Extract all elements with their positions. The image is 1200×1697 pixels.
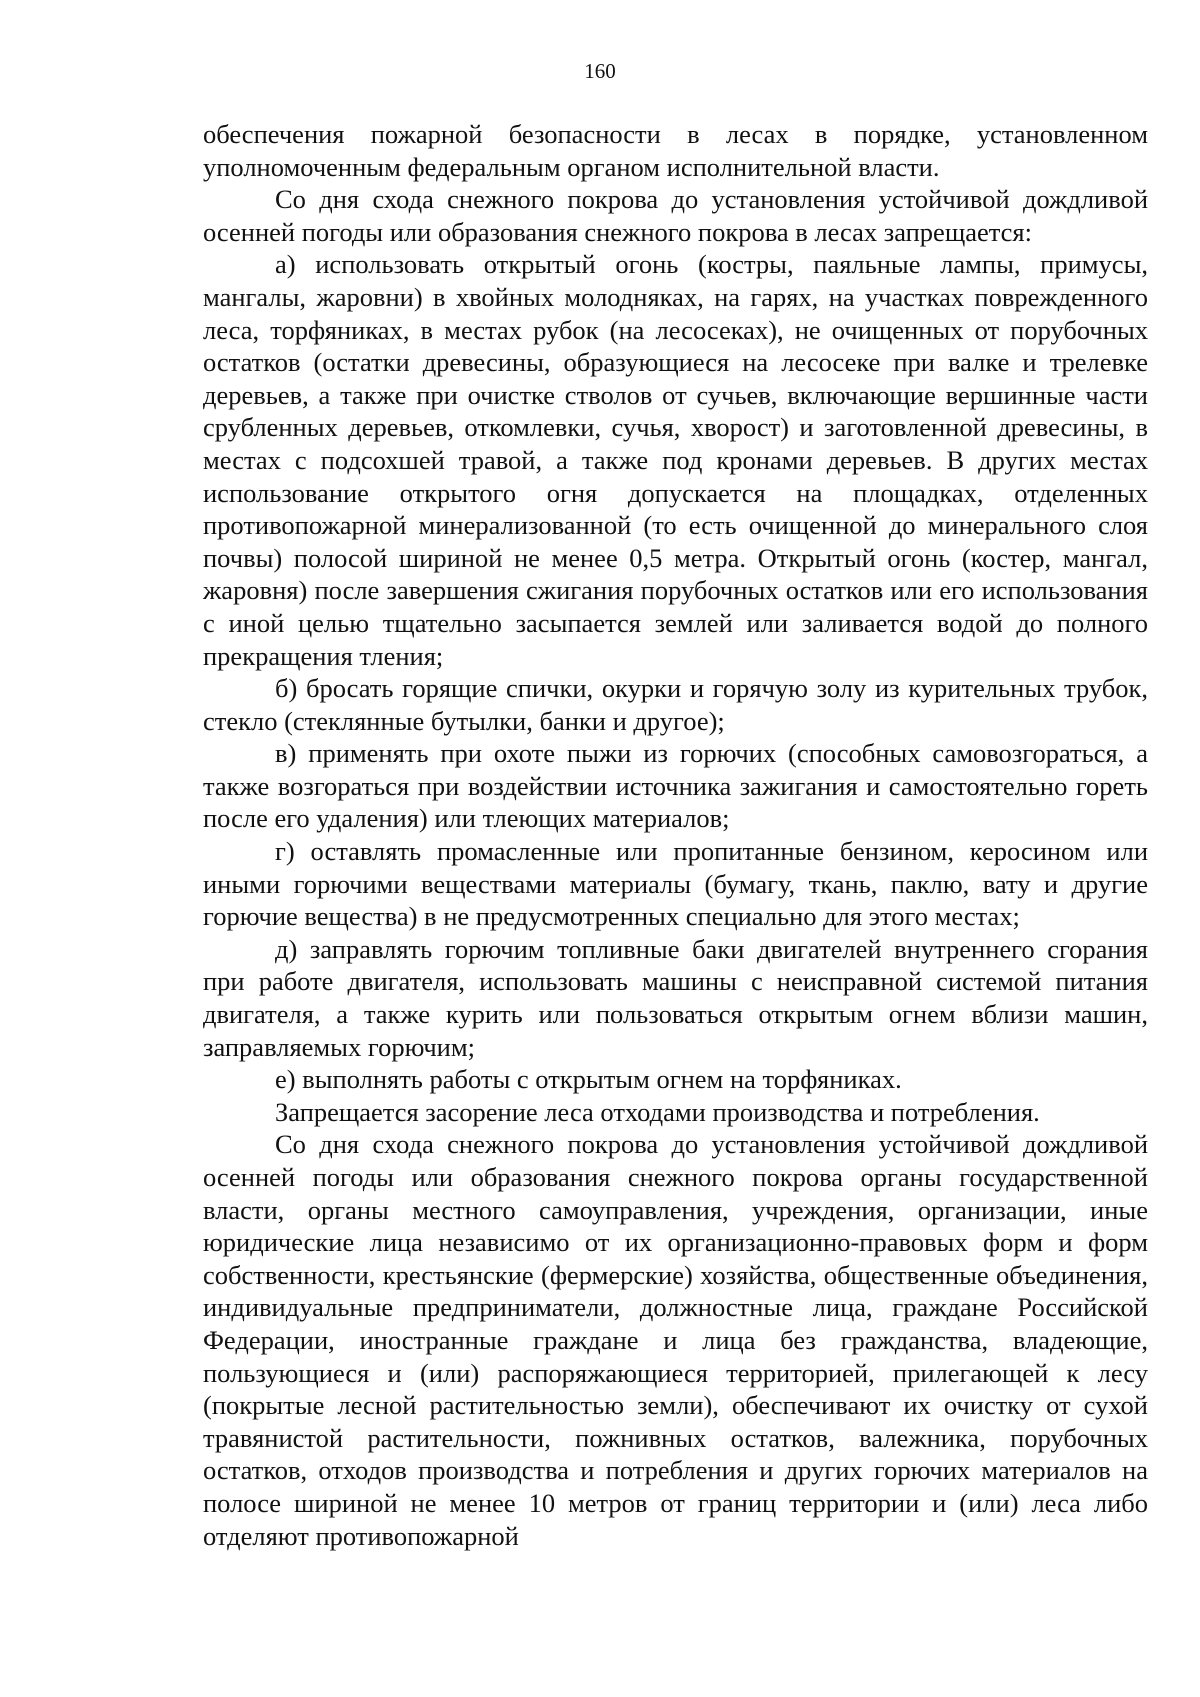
paragraph: д) заправлять горючим топливные баки двигателей внутреннего сгорания при работе двигателя, использовать машины с неисправной системой питания двигателя, а также курить или пользоваться открытым огнем вблизи машин, заправляемых горючим; [203, 933, 1148, 1062]
paragraph: в) применять при охоте пыжи из горючих (способных самовозгораться, а также возгораться при воздействии источника зажигания и самостоятельно гореть после его удаления) или тлеющих материалов; [203, 738, 1148, 834]
paragraph: Со дня схода снежного покрова до установления устойчивой дождливой осенней погоды или образования снежного покрова органы государственной власти, органы местного самоуправления, учреждения, организации, иные юридические лица независимо от их организационно-правовых форм и форм собственности, крестьянские (фермерские) хозяйства, общественные объединения, индивидуальные предприниматели, должностные лица, граждане Российской Федерации, иностранные граждане и лица без гражданства, владеющие, пользующиеся и (или) распоряжающиеся территорией, прилегающей к лесу (покрытые лесной растительностью земли), обеспечивают их очистку от сухой травянистой растительности, пожнивных остатков, валежника, порубочных остатков, отходов производства и потребления и других горючих материалов на полосе шириной не менее 10 метров от границ территории и (или) леса либо отделяют противопожарной [203, 1129, 1148, 1551]
paragraph: а) использовать открытый огонь (костры, паяльные лампы, примусы, мангалы, жаровни) в хвойных молодняках, на гарях, на участках поврежденного леса, торфяниках, в местах рубок (на лесосеках), не очищенных от порубочных остатков (остатки древесины, образующиеся на лесосеке при валке и трелевке деревьев, а также при очистке стволов от сучьев, включающие вершинные части срубленных деревьев, откомлевки, сучья, хворост) и заготовленной древесины, в местах с подсохшей травой, а также под кронами деревьев. В других местах использование открытого огня допускается на площадках, отделенных противопожарной минерализованной (то есть очищенной до минерального слоя почвы) полосой шириной не менее 0,5 метра. Открытый огонь (костер, мангал, жаровня) после завершения сжигания порубочных остатков или его использования с иной целью тщательно засыпается землей или заливается водой до полного прекращения тления; [203, 249, 1148, 671]
paragraph: е) выполнять работы с открытым огнем на торфяниках. [275, 1064, 902, 1095]
paragraph: б) бросать горящие спички, окурки и горячую золу из курительных трубок, стекло (стеклянные бутылки, банки и другое); [203, 673, 1148, 736]
document-body [203, 118, 1148, 1552]
paragraph: г) оставлять промасленные или пропитанные бензином, керосином или иными горючими веществами материалы (бумагу, ткань, паклю, вату и другие горючие вещества) в не предусмотренных специально для этого местах; [203, 836, 1148, 932]
page-number: 160 [584, 59, 616, 83]
paragraph: обеспечения пожарной безопасности в лесах в порядке, установленном уполномоченным федеральным органом исполнительной власти. [203, 119, 1148, 182]
paragraph: Со дня схода снежного покрова до установления устойчивой дождливой осенней погоды или образования снежного покрова в лесах запрещается: [203, 184, 1148, 247]
paragraph: Запрещается засорение леса отходами производства и потребления. [275, 1096, 1040, 1127]
